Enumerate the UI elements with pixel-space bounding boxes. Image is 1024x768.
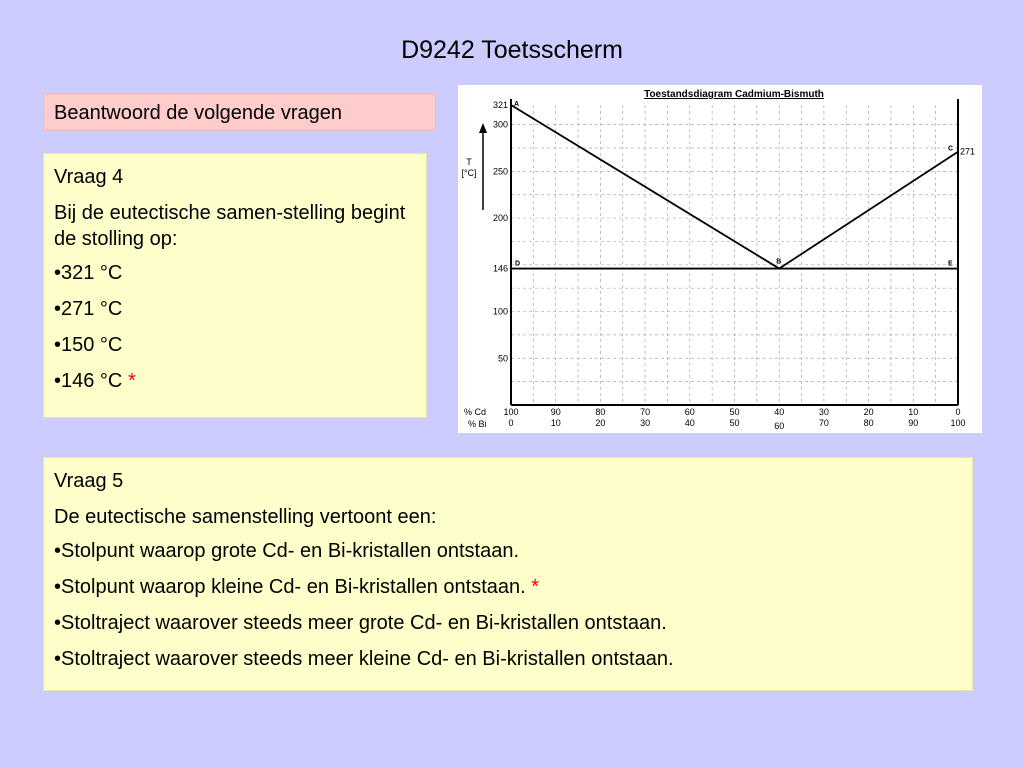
x-tick-label-bi: 100: [950, 418, 966, 428]
option-label: •Stolpunt waarop grote Cd- en Bi-kristallen ontstaan.: [54, 540, 520, 562]
y-tick-label-right: 271: [960, 146, 976, 157]
option-label: •Stolpunt waarop kleine Cd- en Bi-kristallen ontstaan.: [54, 576, 526, 598]
y-axis-unit: [°C]: [461, 168, 477, 178]
y-tick-label: 50: [497, 353, 508, 364]
phase-diagram: [458, 85, 982, 433]
x-axis-label-bi: % Bi: [468, 419, 487, 429]
correct-answer-marker: *: [531, 576, 540, 598]
x-tick-label-bi: 20: [595, 418, 606, 428]
instruction-banner: Beantwoord de volgende vragen: [43, 93, 436, 131]
y-tick-label: 300: [492, 119, 508, 130]
x-tick-label-cd: 70: [640, 407, 651, 417]
x-tick-label-bi: 0: [508, 418, 514, 428]
option-label: •146 °C: [54, 370, 123, 392]
question-5-panel: [43, 457, 973, 691]
option-label: •321 °C: [54, 262, 123, 284]
x-tick-label-cd: 40: [774, 407, 785, 417]
point-label-e: E: [948, 260, 953, 268]
question-5-option[interactable]: [54, 574, 962, 600]
x-tick-label-bi: 10: [550, 418, 561, 428]
x-tick-label-bi: 50: [729, 418, 740, 428]
point-label-b: B: [776, 258, 782, 266]
y-tick-label: 100: [492, 306, 508, 317]
point-label-a: A: [514, 101, 520, 108]
question-5-text: De eutectische samenstelling vertoont een:: [54, 506, 437, 528]
phase-diagram-svg: [458, 85, 982, 433]
x-tick-label-cd: 30: [818, 407, 829, 417]
x-tick-label-cd: 10: [908, 407, 919, 417]
x-tick-label-cd: 60: [684, 407, 695, 417]
option-label: •Stoltraject waarover steeds meer kleine Cd- en Bi-kristallen ontstaan.: [54, 648, 674, 670]
x-tick-label-bi: 70: [818, 418, 829, 428]
x-tick-label-bi: 80: [863, 418, 874, 428]
y-tick-label: 146: [492, 263, 508, 274]
question-4-option[interactable]: [54, 260, 416, 286]
correct-answer-marker: *: [127, 370, 136, 392]
x-tick-label-cd: 50: [729, 407, 740, 417]
x-tick-label-cd: 20: [863, 407, 874, 417]
x-tick-label-cd: 80: [595, 407, 606, 417]
point-label-c: C: [948, 145, 954, 153]
x-tick-label-cd: 100: [503, 407, 519, 417]
question-4-text: Bij de eutectische samen-stelling begint de stolling op:: [54, 202, 406, 250]
question-4-option[interactable]: [54, 296, 416, 322]
point-label-d: D: [515, 260, 521, 268]
x-tick-label-bi: 40: [684, 418, 695, 428]
x-tick-label-bi: 60: [774, 421, 785, 431]
y-tick-label: 200: [492, 213, 508, 224]
question-5-title: Vraag 5: [54, 470, 124, 492]
question-4-title: Vraag 4: [54, 166, 124, 188]
question-4-panel: [43, 153, 427, 418]
question-5-option[interactable]: [54, 610, 962, 636]
x-tick-label-bi: 90: [908, 418, 919, 428]
question-4-option[interactable]: [54, 332, 416, 358]
page-title: D9242 Toetsscherm: [401, 36, 623, 64]
question-4-option[interactable]: [54, 368, 416, 394]
option-label: •150 °C: [54, 334, 123, 356]
chart-title: Toestandsdiagram Cadmium-Bismuth: [644, 89, 824, 100]
option-label: •Stoltraject waarover steeds meer grote Cd- en Bi-kristallen ontstaan.: [54, 612, 667, 634]
temperature-arrow-head: [479, 123, 487, 133]
option-label: •271 °C: [54, 298, 123, 320]
x-tick-label-cd: 90: [550, 407, 561, 417]
y-tick-label: 321: [492, 100, 508, 110]
y-tick-label: 250: [492, 166, 508, 177]
x-axis-label-cd: % Cd: [464, 407, 487, 417]
question-5-option[interactable]: [54, 538, 962, 564]
x-tick-label-bi: 30: [640, 418, 651, 428]
x-tick-label-cd: 0: [955, 407, 961, 417]
y-axis-label: T: [466, 157, 472, 167]
question-5-option[interactable]: [54, 646, 962, 672]
